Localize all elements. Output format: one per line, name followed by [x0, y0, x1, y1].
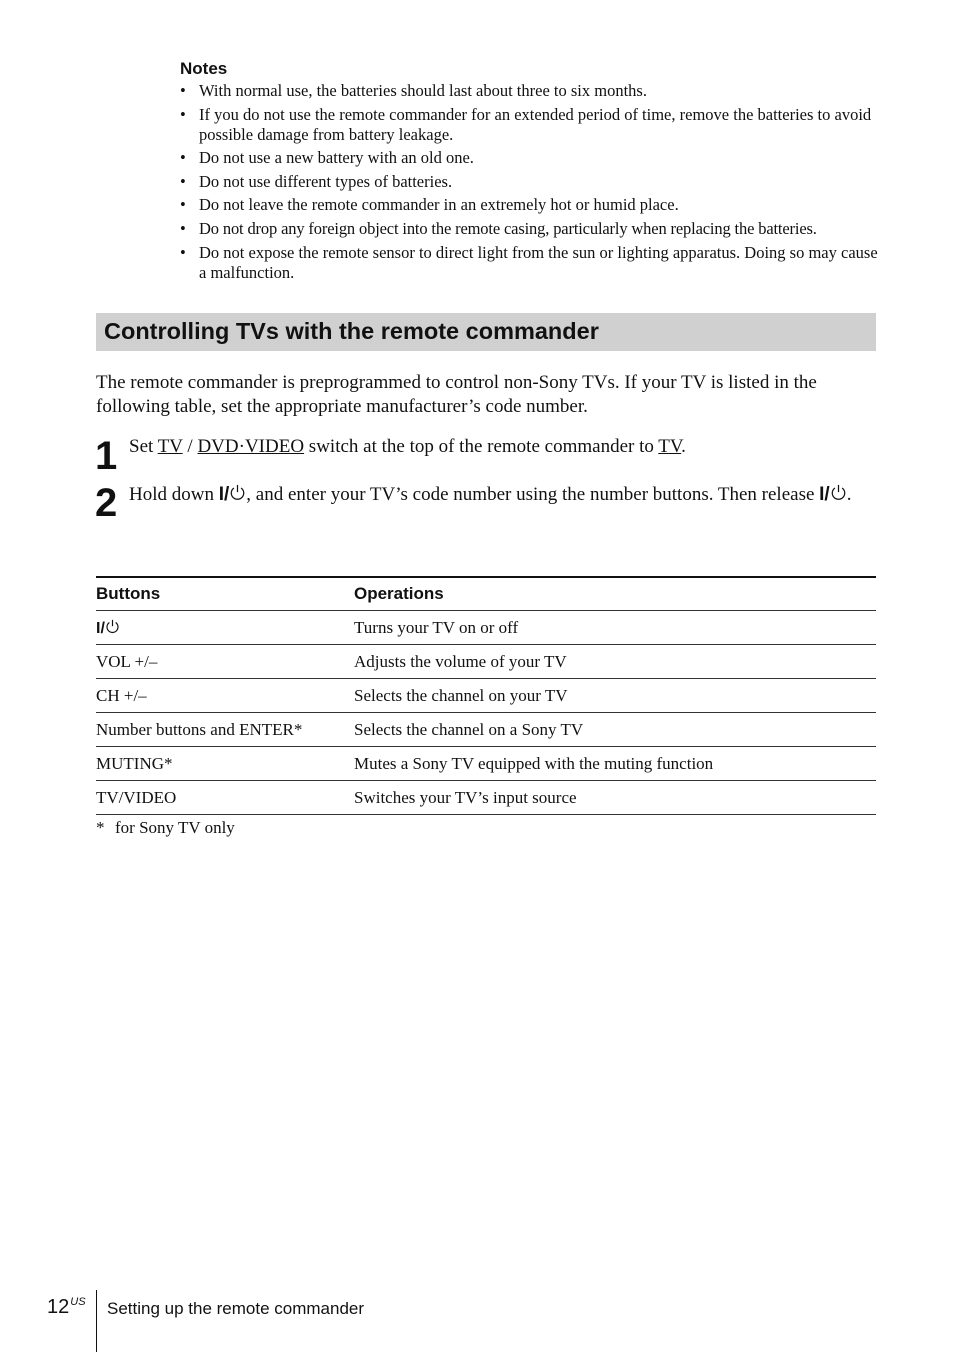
table-header-row — [96, 577, 876, 611]
power-button-symbol — [219, 484, 247, 505]
power-button-symbol — [819, 484, 847, 505]
power-symbol-text: I/ — [96, 619, 105, 637]
operation-cell: Adjusts the volume of your TV — [354, 645, 876, 679]
step-number: 2 — [95, 481, 118, 525]
tv-switch-label: TV — [658, 436, 682, 457]
list-item — [180, 219, 880, 239]
notes-list — [180, 81, 880, 286]
step-text-part: , and enter your TV’s code number using the number buttons. Then release — [246, 484, 820, 505]
bullet: • — [180, 218, 186, 238]
list-item — [180, 243, 880, 283]
operation-cell: Turns your TV on or off — [354, 611, 876, 645]
power-button-symbol — [96, 618, 120, 637]
bullet: • — [180, 242, 186, 262]
operation-cell: Switches your TV’s input source — [354, 781, 876, 815]
list-item — [180, 148, 880, 168]
running-title: Setting up the remote commander — [107, 1299, 365, 1318]
operation-cell: Selects the channel on a Sony TV — [354, 713, 876, 747]
list-item — [180, 81, 880, 101]
operation-cell: Selects the channel on your TV — [354, 679, 876, 713]
table-row — [96, 679, 876, 713]
table-row — [96, 747, 876, 781]
button-cell: VOL +/– — [96, 645, 354, 679]
step-text-part: Set — [129, 436, 158, 457]
operation-cell: Mutes a Sony TV equipped with the muting function — [354, 747, 876, 781]
button-cell — [96, 611, 354, 645]
list-item — [180, 105, 880, 145]
column-header-buttons: Buttons — [96, 577, 354, 611]
power-symbol-icon — [830, 484, 847, 501]
button-cell: CH +/– — [96, 679, 354, 713]
list-item — [180, 172, 880, 192]
bullet: • — [180, 81, 186, 100]
step-text-part: Hold down — [129, 484, 219, 505]
notes-heading: Notes — [180, 59, 228, 78]
step-text-part: / — [182, 436, 198, 457]
step-text-part: switch at the top of the remote commander to — [304, 436, 659, 457]
note-text: Do not use a new battery with an old one. — [199, 148, 474, 168]
note-text: With normal use, the batteries should last about three to six months. — [199, 81, 647, 100]
table-row — [96, 713, 876, 747]
power-symbol-text: I/ — [819, 484, 830, 505]
step-2-text — [129, 483, 874, 506]
step-text-part: . — [846, 484, 852, 505]
bullet: • — [180, 104, 186, 124]
table-footnote — [96, 818, 235, 838]
note-text: Do not drop any foreign object into the remote casing, particularly when replacing the batteries. — [199, 218, 817, 238]
column-header-operations: Operations — [354, 577, 876, 611]
bullet: • — [180, 148, 186, 168]
step-text-part: . — [681, 436, 686, 457]
step-number: 1 — [95, 434, 118, 478]
page-number-value: 12 — [47, 1296, 70, 1318]
button-cell: Number buttons and ENTER* — [96, 713, 354, 747]
footnote-text: for Sony TV only — [115, 818, 235, 837]
bullet: • — [180, 195, 186, 215]
intro-paragraph: The remote commander is preprogrammed to control non-Sony TVs. If your TV is listed in the following table, set the appropriate manufacturer’s code number. — [96, 372, 817, 417]
table-row — [96, 645, 876, 679]
power-symbol-icon — [105, 619, 120, 634]
note-text: If you do not use the remote commander for an extended period of time, remove the batteries to avoid possible damage from battery leakage. — [199, 104, 872, 144]
note-text: Do not leave the remote commander in an extremely hot or humid place. — [199, 195, 679, 215]
footer-divider — [96, 1290, 97, 1352]
buttons-operations-table — [96, 576, 876, 815]
section-title: Controlling TVs with the remote commander — [96, 313, 876, 351]
dvd-video-switch-label: DVD·VIDEO — [197, 436, 305, 457]
button-cell: TV/VIDEO — [96, 781, 354, 815]
footnote-mark: * — [96, 818, 105, 837]
page-number — [47, 1296, 86, 1319]
button-cell: MUTING* — [96, 747, 354, 781]
note-text: Do not expose the remote sensor to direct light from the sun or lighting apparatus. Doing so may cause a malfunction. — [199, 242, 878, 282]
power-symbol-text: I/ — [218, 484, 230, 505]
list-item — [180, 195, 880, 215]
page-number-suffix: US — [70, 1296, 86, 1308]
table-row — [96, 611, 876, 645]
tv-switch-label: TV — [157, 436, 183, 457]
step-1-text — [129, 435, 874, 458]
note-text: Do not use different types of batteries. — [199, 171, 453, 191]
table-row — [96, 781, 876, 815]
power-symbol-icon — [229, 484, 246, 501]
bullet: • — [180, 171, 186, 191]
